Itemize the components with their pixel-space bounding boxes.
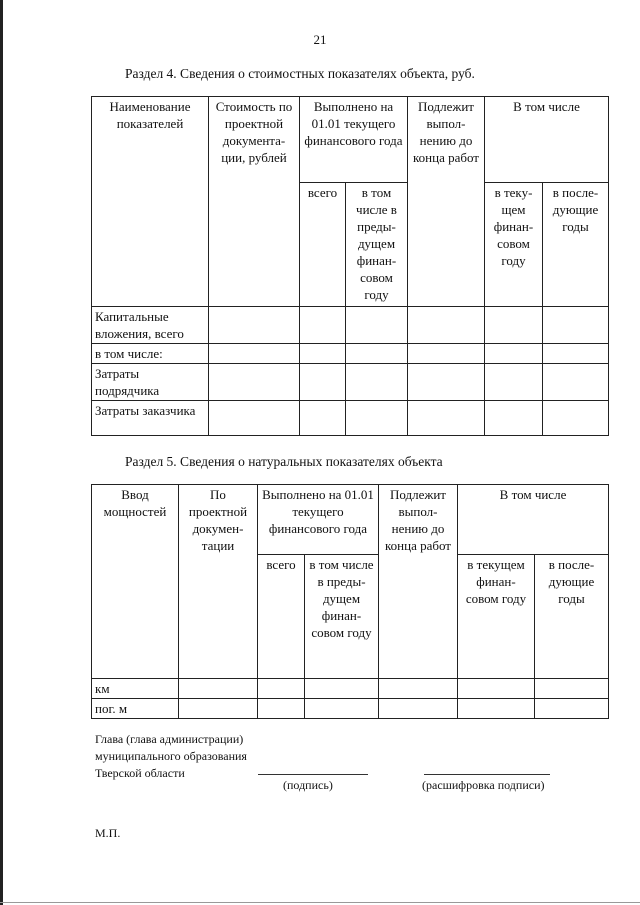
header-current-year: в текущем финан-совом году: [458, 555, 535, 679]
signatory-municipality: муниципального образования: [95, 749, 247, 763]
section-5-title: Раздел 5. Сведения о натуральных показателях объекта: [125, 454, 443, 469]
signature-line: [258, 774, 368, 775]
header-done-total: всего: [300, 183, 346, 307]
seal-placeholder: М.П.: [95, 826, 121, 840]
page-number: 21: [313, 32, 327, 47]
table-cell: [485, 344, 543, 364]
table-cell: [346, 401, 408, 436]
section-4-table: [91, 96, 609, 436]
table-cell: [535, 699, 609, 719]
row-label: в том числе:: [92, 344, 209, 364]
header-done-total: всего: [258, 555, 305, 679]
scan-edge-bar: [0, 0, 3, 905]
table-cell: [408, 344, 485, 364]
table-cell: [408, 307, 485, 344]
name-decoding-line: [424, 774, 550, 775]
table-cell: [300, 364, 346, 401]
signatory-block: [95, 731, 247, 782]
table-cell: [300, 344, 346, 364]
table-cell: [485, 364, 543, 401]
table-cell: [485, 401, 543, 436]
table-cell: [458, 699, 535, 719]
table-cell: [543, 344, 609, 364]
table-cell: [258, 699, 305, 719]
table-cell: [379, 699, 458, 719]
table-cell: [346, 307, 408, 344]
table-cell: [209, 307, 300, 344]
row-label: Капитальные вложения, всего: [92, 307, 209, 344]
signatory-region: Тверской области: [95, 766, 185, 780]
header-capacity-input: Ввод мощностей: [92, 485, 179, 679]
table-cell: [543, 364, 609, 401]
table-cell: [346, 344, 408, 364]
table-cell: [408, 401, 485, 436]
section-4-title: Раздел 4. Сведения о стоимостных показателях объекта, руб.: [125, 66, 475, 81]
signature-caption: (подпись): [283, 778, 333, 792]
table-cell: [485, 307, 543, 344]
header-current-year: в теку-щем финан-совом году: [485, 183, 543, 307]
row-label: пог. м: [92, 699, 179, 719]
table-cell: [300, 401, 346, 436]
header-including: В том числе: [458, 485, 609, 555]
section-5-table: [91, 484, 609, 719]
table-cell: [543, 307, 609, 344]
header-including: В том числе: [485, 97, 609, 183]
table-cell: [379, 679, 458, 699]
row-label: км: [92, 679, 179, 699]
table-cell: [209, 344, 300, 364]
decoding-caption: (расшифровка подписи): [422, 778, 545, 792]
table-cell: [179, 679, 258, 699]
row-label: Затраты заказчика: [92, 401, 209, 436]
table-cell: [300, 307, 346, 344]
table-cell: [535, 679, 609, 699]
table-cell: [408, 364, 485, 401]
header-name: Наименование показателей: [92, 97, 209, 307]
table-cell: [346, 364, 408, 401]
table-cell: [209, 401, 300, 436]
header-next-years: в после-дующие годы: [535, 555, 609, 679]
signatory-title: Глава (глава администрации): [95, 732, 244, 746]
header-next-years: в после-дующие годы: [543, 183, 609, 307]
header-done-previous-year: в том числе в преды-дущем финан-совом году: [346, 183, 408, 307]
table-cell: [179, 699, 258, 719]
table-cell: [305, 679, 379, 699]
table-cell: [543, 401, 609, 436]
table-cell: [209, 364, 300, 401]
header-remaining: Подлежит выпол-нению до конца работ: [379, 485, 458, 679]
header-design: По проектной докумен-тации: [179, 485, 258, 679]
table-cell: [458, 679, 535, 699]
header-design-cost: Стоимость по проектной документа-ции, рублей: [209, 97, 300, 307]
header-done: Выполнено на 01.01 текущего финансового года: [258, 485, 379, 555]
header-done: Выполнено на 01.01 текущего финансового года: [300, 97, 408, 183]
header-remaining: Подлежит выпол-нению до конца работ: [408, 97, 485, 307]
table-cell: [305, 699, 379, 719]
header-done-previous-year: в том числе в преды-дущем финан-совом году: [305, 555, 379, 679]
row-label: Затраты подрядчика: [92, 364, 209, 401]
table-cell: [258, 679, 305, 699]
page-bottom-edge: [0, 902, 640, 903]
